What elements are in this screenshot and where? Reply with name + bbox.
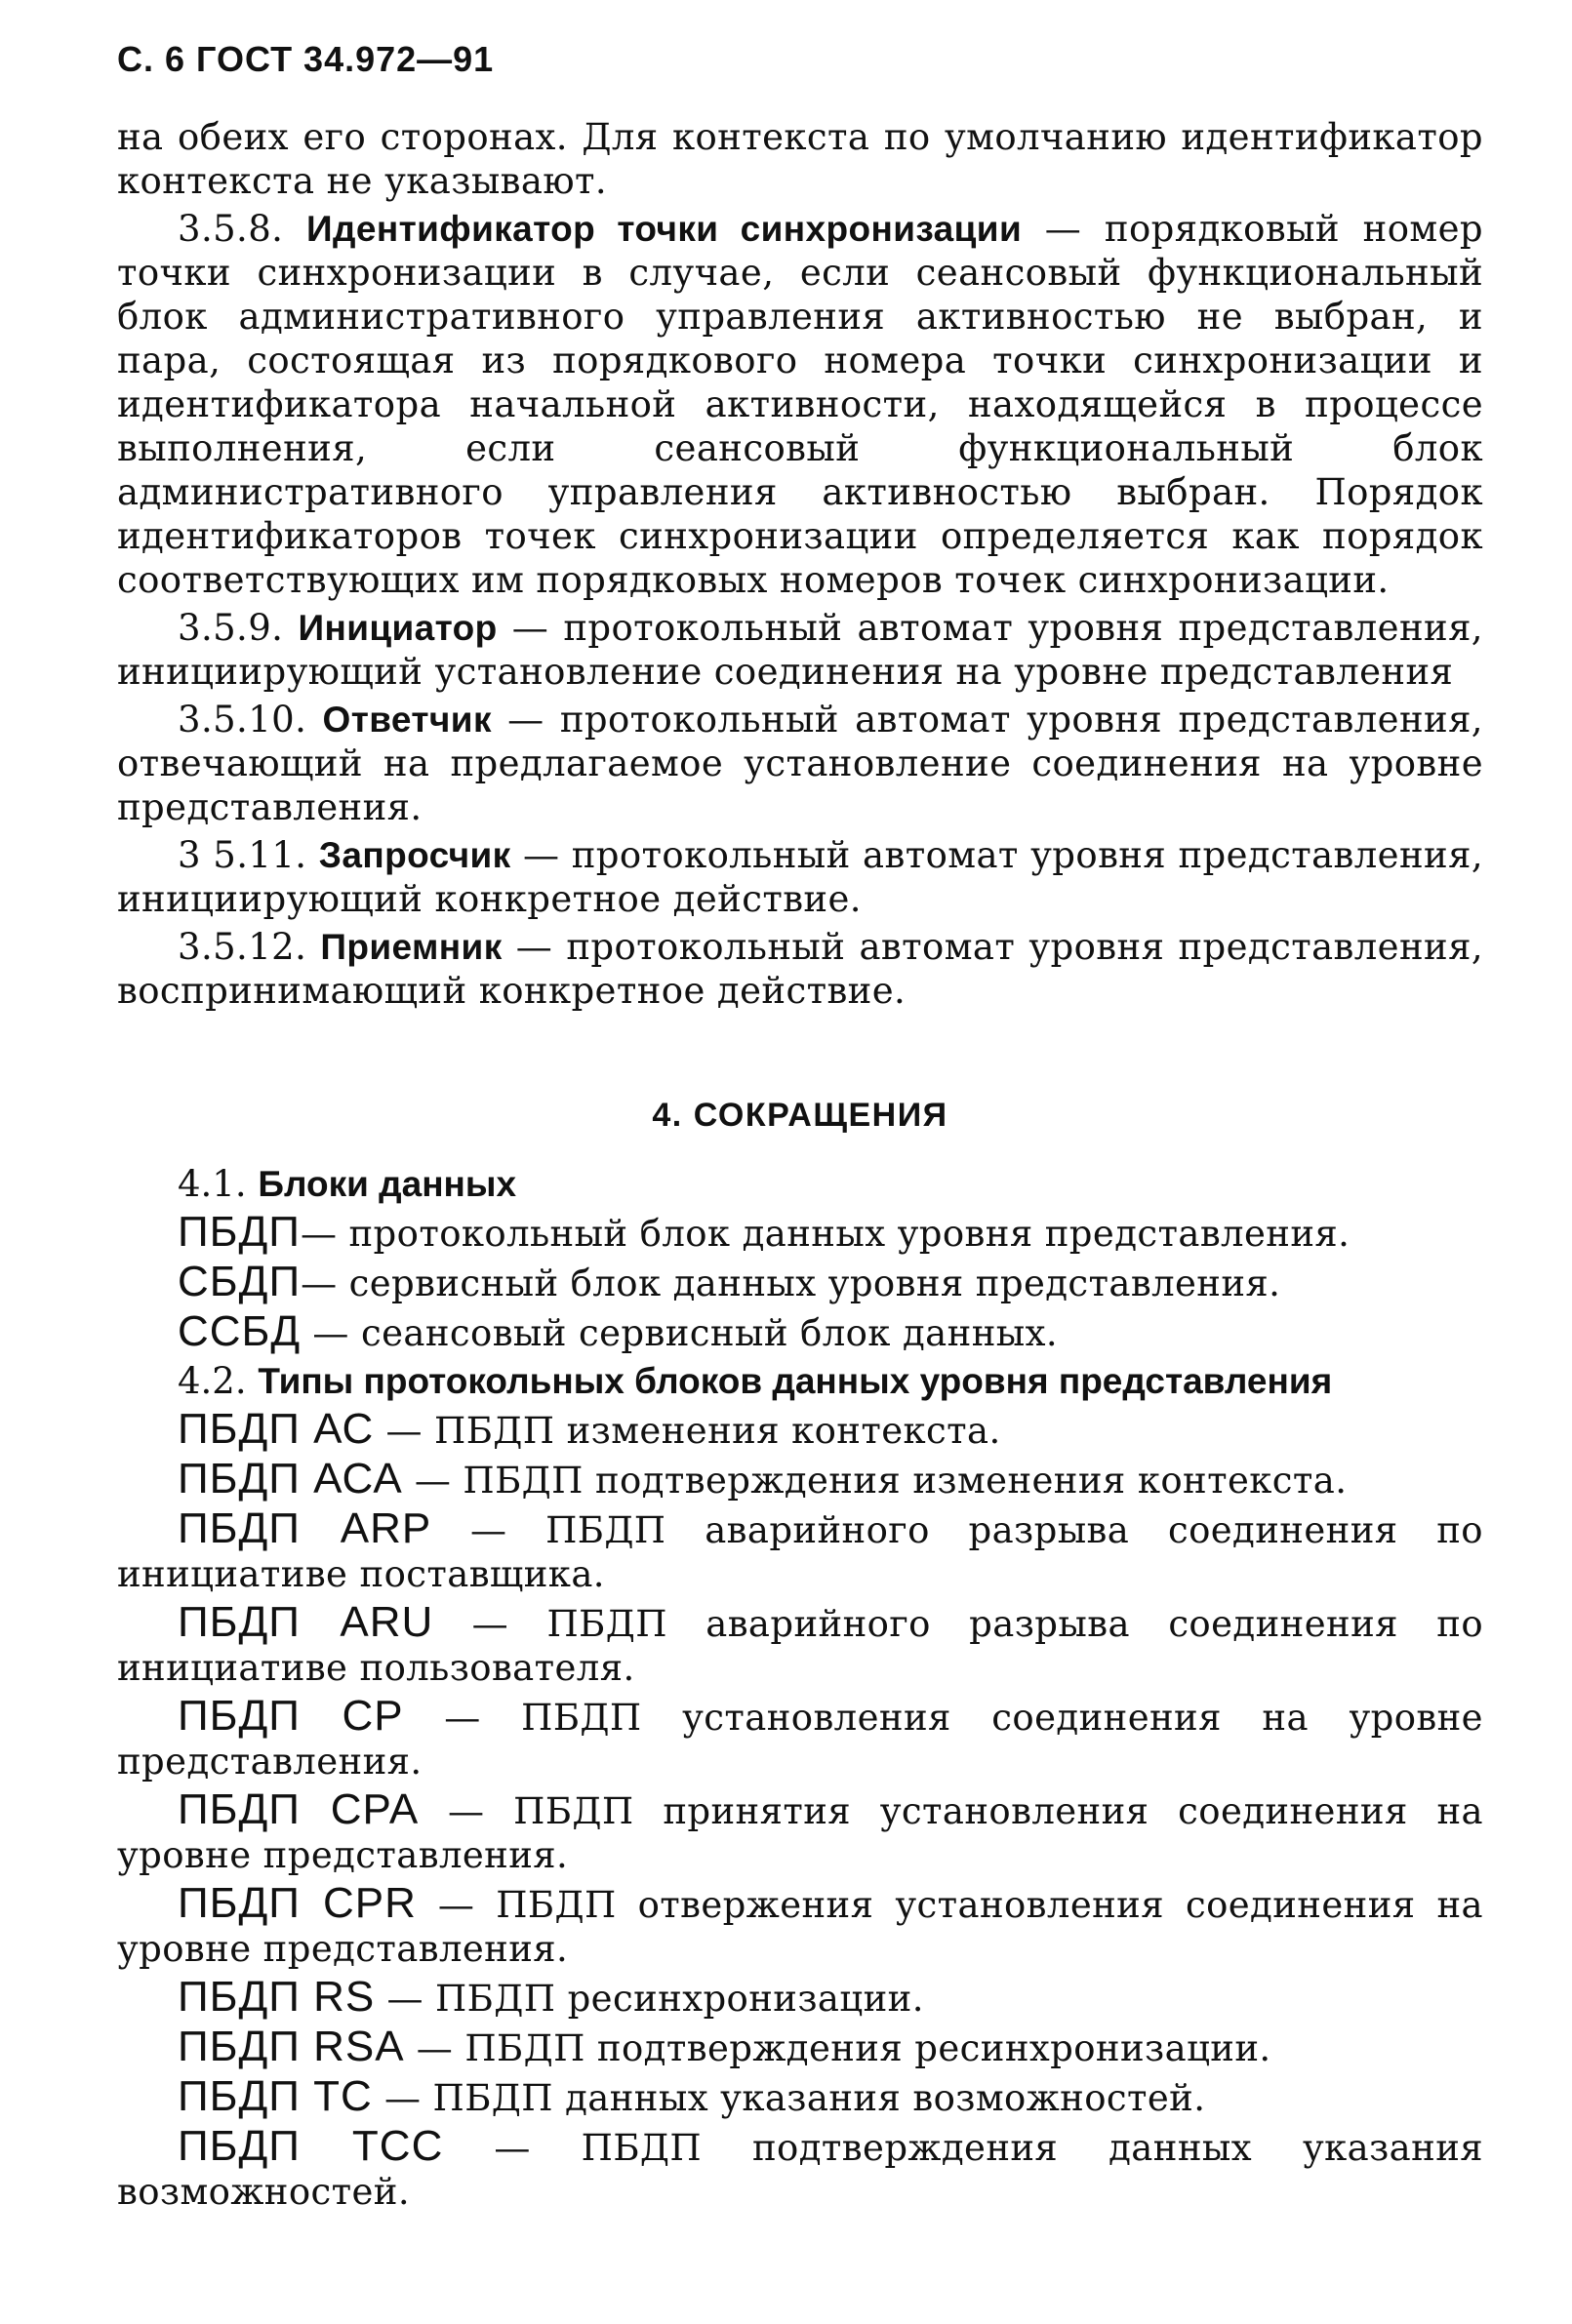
clause-text: — протокольный автомат уровня представления, отвечающий на предлагаемое установление соединения на уровне представления.	[117, 699, 1483, 828]
subsection-4-2-heading	[117, 1359, 1483, 1403]
abbreviation-definition: — ПБДП подтверждения ресинхронизации.	[416, 2027, 1271, 2069]
section-4-title: 4. СОКРАЩЕНИЯ	[652, 1097, 948, 1134]
abbreviation-definition: — ПБДП подтверждения изменения контекста.	[414, 1460, 1348, 1502]
subsection-number: 4.1.	[178, 1163, 247, 1205]
abbreviation-definition: — ПБДП принятия установления соединения на уровне представления.	[117, 1790, 1483, 1876]
abbreviation-entry	[117, 2024, 1483, 2070]
abbreviation-entry	[117, 2124, 1483, 2214]
abbreviation-code: ПБДП СРА	[178, 1785, 420, 1833]
abbreviation-entry	[117, 1309, 1483, 1355]
section-4-abbreviations	[117, 1162, 1483, 2214]
subsection-heading: Блоки данных	[258, 1164, 517, 1204]
abbreviation-entry	[117, 1457, 1483, 1503]
clause-number: 3.5.10.	[178, 699, 307, 741]
section-3-continuation	[117, 115, 1483, 1013]
clause-number: 3.5.8.	[178, 208, 284, 250]
abbreviation-entry	[117, 1260, 1483, 1305]
abbreviation-entry	[117, 1881, 1483, 1971]
abbreviation-code: СБДП	[178, 1258, 302, 1305]
abbreviation-definition: — ПБДП данных указания возможностей.	[383, 2077, 1206, 2119]
abbreviation-code: ПБДП СР	[178, 1692, 404, 1740]
abbreviation-code: ПБДП RS	[178, 1973, 376, 2021]
clause-3-5-8	[117, 207, 1483, 602]
abbreviation-code: ПБДП ARU	[178, 1598, 434, 1646]
clause-3-5-9	[117, 606, 1483, 694]
abbreviation-code: ПБДП АСА	[178, 1455, 403, 1503]
abbreviation-code: ПБДП CPR	[178, 1879, 417, 1927]
abbreviation-entry	[117, 1975, 1483, 2021]
abbreviation-definition: — сеансовый сервисный блок данных.	[312, 1312, 1059, 1354]
clause-3-5-10	[117, 698, 1483, 829]
clause-term: Инициатор	[298, 608, 498, 648]
running-header: С. 6 ГОСТ 34.972—91	[117, 39, 495, 79]
clause-term: Идентификатор точки синхронизации	[306, 209, 1023, 249]
abbreviation-definition: — сервисный блок данных уровня представления.	[301, 1262, 1281, 1304]
abbreviation-code: ССБД	[178, 1307, 302, 1355]
subsection-number: 4.2.	[178, 1360, 247, 1402]
clause-text: — протокольный автомат уровня представления, инициирующий конкретное действие.	[117, 834, 1483, 920]
clause-text: — порядковый номер точки синхронизации в случае, если сеансовый функциональный блок административного управления активностью не выбран, и пара, состоящая из порядкового номера точки синхронизации и идентификатора начальной активности, находящейся в процессе выполнения, если сеансовый функциональный блок административного управления активностью выбран. Порядок идентификаторов точек синхронизации определяется как порядок соответствующих им порядковых номеров точек синхронизации.	[117, 208, 1483, 601]
subsection-4-1-heading	[117, 1162, 1483, 1206]
abbreviation-entry	[117, 1600, 1483, 1690]
abbreviation-code: ПБДП АС	[178, 1405, 375, 1453]
clause-number: 3 5.11.	[178, 834, 307, 876]
paragraph-continuation: на обеих его сторонах. Для контекста по умолчанию идентификатор контекста не указывают.	[117, 116, 1483, 202]
abbreviation-entry	[117, 1407, 1483, 1453]
clause-term: Запросчик	[318, 835, 511, 875]
abbreviation-definition: — ПБДП ресинхронизации.	[386, 1978, 924, 2020]
abbreviation-definition: — ПБДП аварийного разрыва соединения по инициативе пользователя.	[117, 1603, 1483, 1689]
abbreviation-entry	[117, 1694, 1483, 1783]
clause-term: Приемник	[320, 927, 503, 967]
clause-3-5-11	[117, 833, 1483, 921]
clause-3-5-12	[117, 925, 1483, 1013]
abbreviation-entry	[117, 1506, 1483, 1596]
document-page	[117, 39, 1483, 2218]
clause-term: Ответчик	[322, 700, 492, 740]
clause-text: — протокольный автомат уровня представления, воспринимающий конкретное действие.	[117, 926, 1483, 1012]
abbreviation-definition: — ПБДП аварийного разрыва соединения по инициативе поставщика.	[117, 1509, 1483, 1595]
abbreviation-code: ПБДП RSA	[178, 2023, 405, 2070]
abbreviation-entry	[117, 2074, 1483, 2120]
clause-number: 3.5.9.	[178, 607, 284, 649]
abbreviation-entry	[117, 1210, 1483, 1256]
abbreviation-code: ПБДП	[178, 1208, 301, 1256]
subsection-heading: Типы протокольных блоков данных уровня представления	[258, 1361, 1333, 1401]
clause-text: — протокольный автомат уровня представления, инициирующий установление соединения на уровне представления	[117, 607, 1483, 693]
abbreviation-entry	[117, 1787, 1483, 1877]
abbreviation-definition: — ПБДП изменения контекста.	[385, 1410, 1001, 1452]
abbreviation-code: ПБДП ТСС	[178, 2122, 444, 2170]
abbreviation-definition: — протокольный блок данных уровня представления.	[300, 1213, 1350, 1255]
clause-number: 3.5.12.	[178, 926, 307, 968]
abbreviation-code: ПБДП ARP	[178, 1504, 432, 1552]
abbreviation-definition: — ПБДП подтверждения данных указания возможностей.	[117, 2127, 1483, 2213]
abbreviation-code: ПБДП ТС	[178, 2072, 373, 2120]
abbreviation-definition: — ПБДП установления соединения на уровне представления.	[117, 1697, 1483, 1783]
abbreviation-definition: — ПБДП отвержения установления соединения на уровне представления.	[117, 1884, 1483, 1970]
